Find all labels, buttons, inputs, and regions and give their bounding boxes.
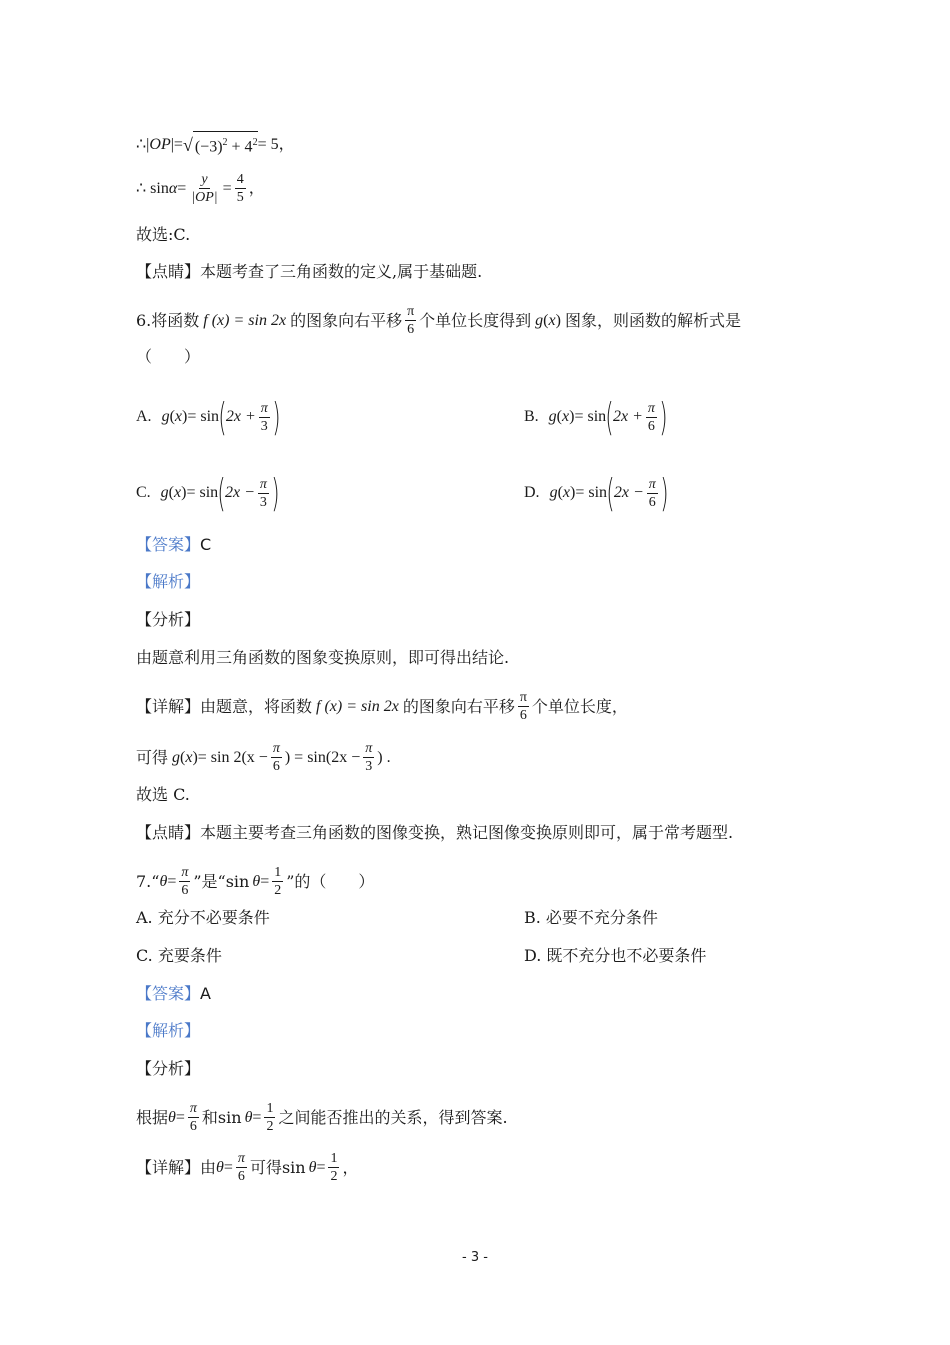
sin-alpha-line: ∴ sin α = $\frac{y}{|OP|}$ = $\frac{4}{5}$ ，	[136, 172, 265, 205]
option-b: B. g ( x ) = sin ( 2x + $\frac{\pi}{6}$ )	[524, 395, 668, 439]
fenxi-6-text: 由题意利用三角函数的图象变换原则，即可得出结论.	[136, 648, 510, 667]
q7-option-b: B. 必要不充分条件	[524, 908, 658, 927]
q7-option-a: A. 充分不必要条件	[136, 908, 270, 927]
q7-option-d: D. 既不充分也不必要条件	[524, 946, 707, 965]
dianjing-6: 【点睛】 本题主要考查三角函数的图像变换，熟记图像变换原则即可，属于常考题型.	[136, 823, 734, 842]
answer-6: 【答案】 C	[136, 535, 212, 554]
answer-tag: 【答案】	[136, 535, 201, 554]
fraction: $\frac{y}{|OP|}$	[191, 172, 218, 205]
fraction: $\frac{\pi}{6}$	[407, 304, 415, 337]
page-number: - 3 -	[462, 1250, 488, 1265]
text: ∴|	[136, 135, 150, 153]
fenxi-7-text: 根据 θ = $\frac{\pi}{6}$ 和sin θ = $\frac{1}{2}$ 之间能否推出的关系，得到答案.	[136, 1101, 508, 1134]
xiangjie-7: 【详解】 由 θ = $\frac{\pi}{6}$ 可得sin θ = $\frac{1}{2}$ ，	[136, 1151, 359, 1184]
op-magnitude-line: ∴| OP |= √ $(-3)^2 + 4^2$ = 5，	[136, 131, 295, 158]
math-var: OP	[149, 135, 171, 153]
dianjing-line-5: 【点睛】 本题考查了三角函数的定义,属于基础题.	[136, 262, 483, 281]
question-6-stem: 6.将函数 f (x) = sin 2x 的图象向右平移 $\frac{\pi}{6}$ 个单位长度得到 g ( x ) 图象，则函数的解析式是	[136, 304, 741, 337]
xiangjie-6: 【详解】 由题意，将函数 f (x) = sin 2x 的图象向右平移 $\frac{\pi}{6}$ 个单位长度，	[136, 690, 628, 723]
math-var: α	[168, 179, 178, 197]
guxuan-6: 故选 C.	[136, 785, 190, 804]
sqrt-radicand: $(-3)^2 + 4^2$	[193, 131, 258, 158]
math-expr: f (x) = sin 2x	[203, 311, 287, 329]
fenxi-6: 【分析】	[136, 610, 201, 629]
text: |=	[170, 135, 183, 153]
answer-7: 【答案】 A	[136, 984, 211, 1003]
tag: 【点睛】	[136, 262, 201, 281]
text: = 5，	[257, 135, 295, 153]
jiexi-6: 【解析】	[136, 572, 201, 591]
q7-option-c: C. 充要条件	[136, 946, 222, 965]
choose-c-line: 故选:C.	[136, 225, 191, 244]
fenxi-7: 【分析】	[136, 1059, 201, 1078]
option-d: D. g ( x ) = sin ( 2x − $\frac{\pi}{6}$ )	[524, 471, 669, 515]
question-7-stem: 7.“ θ = $\frac{\pi}{6}$ ”是“sin θ = $\frac{1}{2}$ ”的（ ）	[136, 865, 375, 898]
kede-6: 可得 g ( x ) = sin 2(x − $\frac{\pi}{6}$ ) = sin(2x − $\frac{\pi}{3}$ ) .	[136, 741, 391, 774]
question-6-paren: （ ）	[136, 347, 201, 366]
fraction: $\frac{4}{5}$	[236, 172, 244, 205]
text: ∴ sin	[136, 179, 169, 197]
option-c: C. g ( x ) = sin ( 2x − $\frac{\pi}{3}$ )	[136, 471, 280, 515]
jiexi-7: 【解析】	[136, 1021, 201, 1040]
tag: 【详解】	[136, 696, 201, 716]
option-a: A. g ( x ) = sin ( 2x + $\frac{\pi}{3}$ )	[136, 395, 281, 439]
